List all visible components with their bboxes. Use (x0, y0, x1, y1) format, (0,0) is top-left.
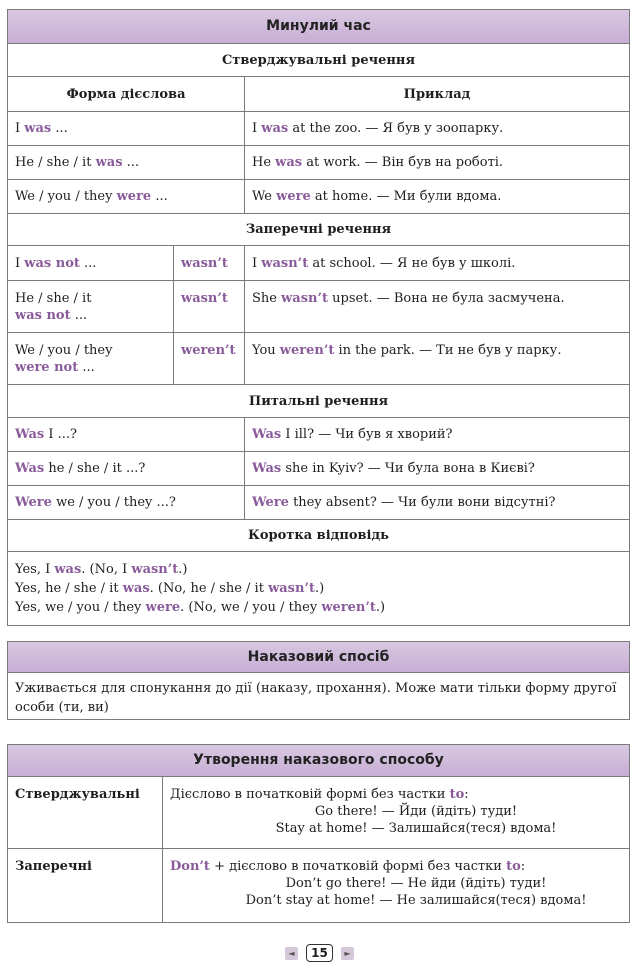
interrogative-heading: Питальні речення (8, 385, 630, 418)
affirmative-row (8, 112, 630, 146)
negative-row (8, 333, 630, 385)
affirmative-heading: Стверджувальні речення (8, 44, 630, 77)
negative-row (8, 246, 630, 281)
formation-label: Стверджувальні (8, 777, 163, 849)
negative-heading: Заперечні речення (8, 214, 630, 246)
formation-label: Заперечні (8, 849, 163, 923)
formation-rule-cell (163, 777, 630, 849)
imperative-formation-grid (7, 776, 630, 923)
example-cell: We were at home. — Ми були вдома. (245, 180, 630, 214)
example-cell: Was she in Kyiv? — Чи була вона в Києві? (245, 452, 630, 486)
page-number: 15 (306, 944, 333, 962)
form-cell: I was ... (8, 112, 245, 146)
interrogative-heading-row (8, 385, 630, 418)
example-cell: You weren’t in the park. — Ти не був у парку. (245, 333, 630, 385)
form-cell: I was not ... (8, 246, 174, 281)
interrogative-row (8, 418, 630, 452)
short-answer-heading: Коротка відповідь (8, 520, 630, 552)
example-cell: She wasn’t upset. — Вона не була засмучена. (245, 281, 630, 333)
negative-row (8, 281, 630, 333)
form-cell: Were we / you / they ...? (8, 486, 245, 520)
short-answer-line: Yes, I was. (No, I wasn’t.) (15, 562, 188, 577)
short-form-cell: wasn’t (174, 281, 245, 333)
short-form-cell: wasn’t (174, 246, 245, 281)
formation-example: Don’t go there! — Не йди (йдіть) туди! (285, 876, 547, 891)
short-form-cell: weren’t (174, 333, 245, 385)
short-answer-cell (8, 552, 630, 626)
short-answer-line: Yes, he / she / it was. (No, he / she / it wasn’t.) (15, 581, 325, 596)
form-cell: He / she / it was not ... (8, 281, 174, 333)
short-answer-line: Yes, we / you / they were. (No, we / you / they weren’t.) (15, 600, 386, 615)
formation-example: Don’t stay at home! — Не залишайся(теся) вдома! (245, 893, 587, 908)
imperative-description: Уживається для спонукання до дії (наказу, прохання). Може мати тільки форму другої особи (ти, ви) (7, 672, 630, 720)
formation-example: Go there! — Йди (йдіть) туди! (314, 804, 518, 819)
past-tense-title: Минулий час (7, 9, 630, 43)
page-navigation (0, 944, 639, 962)
column-headers-row (8, 77, 630, 112)
formation-rule-cell (163, 849, 630, 923)
affirmative-row (8, 146, 630, 180)
formation-rule: Don’t + дієслово в початковій формі без частки to: (170, 859, 526, 874)
negative-heading-row (8, 214, 630, 246)
short-answer-row (8, 552, 630, 626)
example-cell: Was I ill? — Чи був я хворий? (245, 418, 630, 452)
interrogative-row (8, 486, 630, 520)
formation-row-affirmative (8, 777, 630, 849)
affirmative-row (8, 180, 630, 214)
imperative-formation-table (7, 744, 630, 923)
example-cell: He was at work. — Він був на роботі. (245, 146, 630, 180)
affirmative-heading-row (8, 44, 630, 77)
short-answer-heading-row (8, 520, 630, 552)
imperative-box (7, 641, 630, 720)
form-cell: We / you / they were not ... (8, 333, 174, 385)
form-cell: He / she / it was ... (8, 146, 245, 180)
example-cell: Were they absent? — Чи були вони відсутні? (245, 486, 630, 520)
column-header-example: Приклад (245, 77, 630, 112)
example-cell: I was at the zoo. — Я був у зоопарку. (245, 112, 630, 146)
imperative-formation-title: Утворення наказового способу (7, 744, 630, 776)
imperative-title: Наказовий спосіб (7, 641, 630, 672)
formation-example: Stay at home! — Залишайся(теся) вдома! (275, 821, 557, 836)
form-cell: Was he / she / it ...? (8, 452, 245, 486)
interrogative-row (8, 452, 630, 486)
column-header-form: Форма дієслова (8, 77, 245, 112)
next-page-icon[interactable]: ► (341, 947, 354, 960)
form-cell: We / you / they were ... (8, 180, 245, 214)
form-cell: Was I ...? (8, 418, 245, 452)
past-tense-table (7, 9, 630, 626)
formation-rule: Дієслово в початковій формі без частки to: (170, 787, 469, 802)
formation-row-negative (8, 849, 630, 923)
prev-page-icon[interactable]: ◄ (285, 947, 298, 960)
example-cell: I wasn’t at school. — Я не був у школі. (245, 246, 630, 281)
past-tense-grid (7, 43, 630, 626)
